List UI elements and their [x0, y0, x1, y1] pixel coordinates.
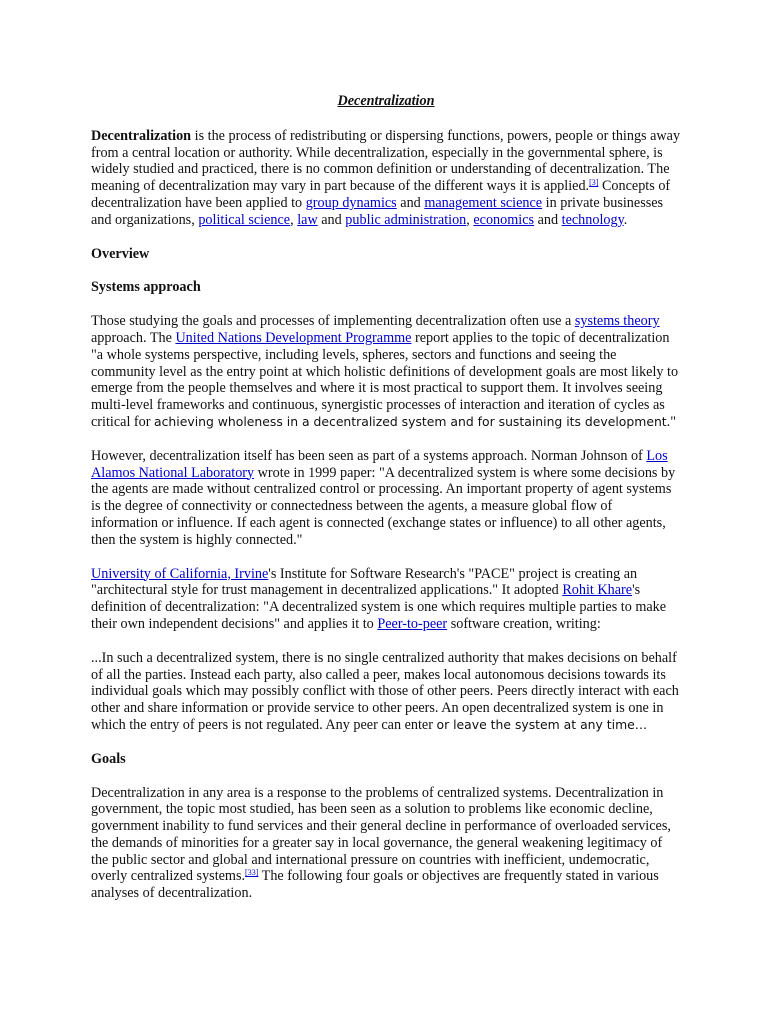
link-technology[interactable]: technology: [561, 211, 624, 228]
document-page: [91, 93, 681, 919]
link-peer-to-peer[interactable]: Peer-to-peer: [377, 615, 448, 632]
link-economics[interactable]: economics: [473, 211, 535, 228]
quote-paragraph: ...In such a decentralized system, there is no single centralized authority that makes decisions on behalf of all the parties. Instead each party, also called a peer, makes local autonomous decisions towards its individual goals which may possibly conflict with those of other peers. Peers directly interact with each other and share information or provide service to other peers. An open decentralized system is one in which the entry of peers is not regulated. Any peer can enter or leave the system at any time…: [91, 649, 679, 733]
systems-paragraph-3: University of California, Irvine's Institute for Software Research's "PACE" project is creating an "architectural style for trust management in decentralized applications." It adopted Rohit Khare's definition of decentralization: "A decentralized system is one which requires multiple parties to make their own independent decisions" and applies it to Peer-to-peer software creation, writing:: [91, 565, 667, 632]
citation-link-33[interactable]: [33]: [245, 868, 259, 878]
citation-link-3[interactable]: [3]: [589, 178, 599, 188]
heading-overview: Overview: [91, 245, 150, 262]
link-uc-irvine[interactable]: University of California, Irvine: [91, 565, 269, 582]
intro-term: Decentralization: [91, 127, 192, 144]
heading-goals: Goals: [91, 750, 126, 767]
link-undp[interactable]: United Nations Development Programme: [175, 329, 412, 346]
goals-paragraph-1: Decentralization in any area is a response to the problems of centralized systems. Decentralization in government, the topic most studied, has been seen as a solution to problems like economic decline, government inability to fund services and their general decline in performance of overloaded services, the demands of minorities for a greater say in local governance, the general weakening legitimacy of the public sector and global and international pressure on countries with inefficient, undemocratic, overly centralized systems.[33] The following four goals or objectives are frequently stated in various analyses of decentralization.: [91, 784, 671, 902]
systems-paragraph-2: However, decentralization itself has been seen as part of a systems approach. Norman Johnson of Los Alamos National Laboratory wrote in 1999 paper: "A decentralized system is where some decisions by the agents are made without centralized control or processing. An important property of agent systems is the degree of connectivity or connectedness between the agents, a measure global flow of information or influence. If each agent is connected (exchange states or influence) to all other agents, then the system is highly connected.": [91, 447, 676, 548]
link-rohit-khare[interactable]: Rohit Khare: [562, 582, 633, 599]
link-systems-theory[interactable]: systems theory: [574, 313, 660, 330]
intro-paragraph: Decentralization is the process of redistributing or dispersing functions, powers, people or things away from a central location or authority. While decentralization, especially in the governmental sphere, is widely studied and practiced, there is no common definition or understanding of decentralization. The meaning of decentralization may vary in part because of the different ways it is applied.[3] Concepts of decentralization have been applied to group dynamics and management science in private businesses and organizations, political science, law and public administration, economics and technology.: [91, 127, 681, 228]
link-los-alamos[interactable]: Los Alamos National Laboratory: [91, 447, 668, 481]
systems-paragraph-1: Those studying the goals and processes of implementing decentralization often use a systems theory approach. The United Nations Development Programme report applies to the topic of decentralization "a whole systems perspective, including levels, spheres, sectors and functions and seeing the community level as the entry point at which holistic definitions of development goals are most likely to emerge from the people themselves and where it is most practical to support them. It involves seeing multi-level frameworks and continuous, synergistic processes of interaction and iteration of cycles as critical for achieving wholeness in a decentralized system and for sustaining its development.": [91, 313, 679, 430]
heading-systems-approach: Systems approach: [91, 279, 201, 296]
document-title: Decentralization: [337, 93, 435, 109]
link-public-administration[interactable]: public administration: [345, 211, 467, 228]
link-group-dynamics[interactable]: group dynamics: [305, 194, 397, 211]
link-law[interactable]: law: [297, 211, 318, 228]
link-political-science[interactable]: political science: [198, 211, 291, 228]
link-management-science[interactable]: management science: [424, 194, 543, 211]
